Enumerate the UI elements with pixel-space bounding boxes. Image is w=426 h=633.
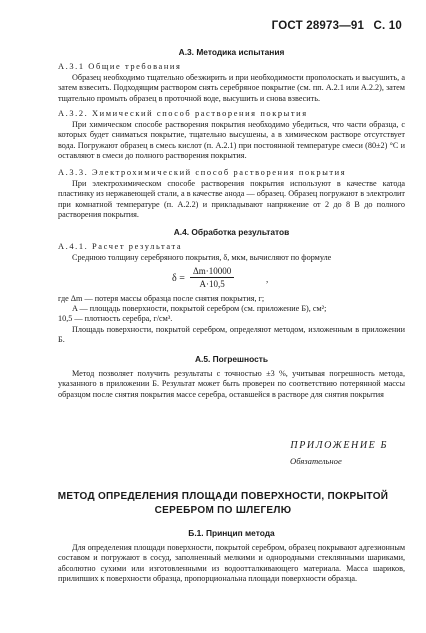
section-a3-3-paragraph: При электрохимическом способе растворения покрытия используют в качестве катода пластинку из нержавеющей стали, а в качестве анода — образец. Образец погружают в электролит при комнатной температуре (п. А.2.2) и прикладывают напряжение от 2 до 8 В до полного растворения покрытия. [58, 179, 405, 220]
page-number: С. 10 [373, 20, 402, 32]
section-b1-paragraph: Для определения площади поверхности, покрытой серебром, образец покрывают адгезионным составом и погружают в сосуд, заполненный мелкими и однородными стеклянными шариками, абсолютно сухими или изготовленными из водоотталкивающего материала. Масса шариков, прилипших к поверхности образца, пропорциональна площади поверхности образца. [58, 543, 405, 584]
section-a5-paragraph: Метод позволяет получить результаты с точностью ±3 %, учитывая погрешность метода, указанного в приложении Б. Результат может быть проверен по соответствию потерянной массы образцом после снятия покрытия массе серебра, оставшейся в растворе для снятия покрытия [58, 369, 405, 399]
section-a3-2-paragraph: При химическом способе растворения покрытия необходимо убедиться, что части образца, с которых будет сниматься покрытие, тщательно высушены, а в химическом растворе отсутствует вода. Погружают образец в смесь кислот (п. А.2.1) при постоянной температуре смеси (80±2) °С и оставляют в смеси до полного растворения покрытия. [58, 120, 405, 161]
formula-legend-a: A — площадь поверхности, покрытой серебром (см. приложение Б), см²; [72, 304, 327, 313]
page-header [272, 20, 402, 32]
section-a4-closing-paragraph: Площадь поверхности, покрытой серебром, определяют методом, изложенным в приложении Б. [58, 325, 405, 345]
formula-numerator: Δm·10000 [190, 266, 234, 278]
section-a3-1-heading: А.3.1 Общие требования [58, 62, 182, 71]
section-a4-1-heading: А.4.1. Расчет результата [58, 242, 183, 251]
formula-legend-density: 10,5 — плотность серебра, г/см³. [58, 314, 173, 323]
section-a3-title: А.3. Методика испытания [178, 47, 285, 57]
appendix-title-line-2: СЕРЕБРОМ ПО ШЛЕГЕЛЮ [154, 505, 292, 516]
appendix-title-line-1: МЕТОД ОПРЕДЕЛЕНИЯ ПЛОЩАДИ ПОВЕРХНОСТИ, ПОКРЫТОЙ [57, 491, 389, 502]
section-b1-title: Б.1. Принцип метода [188, 528, 275, 538]
section-a3-2-heading: А.3.2. Химический способ растворения покрытия [58, 109, 308, 118]
appendix-title [40, 490, 406, 518]
standard-code: ГОСТ 28973—91 [271, 20, 365, 32]
formula-comma: , [266, 274, 269, 284]
section-a4-1-paragraph: Среднюю толщину серебряного покрытия, δ, мкм, вычисляют по формуле [72, 253, 332, 262]
formula-lhs: δ = [172, 273, 185, 284]
section-a3-3-heading: А.3.3. Электрохимический способ растворения покрытия [58, 168, 347, 177]
section-a5-title: А.5. Погрешность [194, 354, 269, 364]
appendix-status: Обязательное [290, 456, 342, 466]
appendix-label: ПРИЛОЖЕНИЕ Б [290, 440, 388, 451]
section-a4-title: А.4. Обработка результатов [173, 227, 290, 237]
thickness-formula [172, 266, 269, 289]
section-a3-1-paragraph: Образец необходимо тщательно обезжирить и при необходимости прополоскать и высушить, а затем взвесить. Подходящим раствором снять серебряное покрытие (см. пп. А.2.1 или А.2.2), затем тщательно промыть образец в проточной воде, высушить и снова взвесить. [58, 73, 405, 103]
formula-denominator: A·10,5 [199, 279, 225, 289]
formula-legend-dm: где Δm — потеря массы образца после снятия покрытия, г; [58, 294, 265, 303]
